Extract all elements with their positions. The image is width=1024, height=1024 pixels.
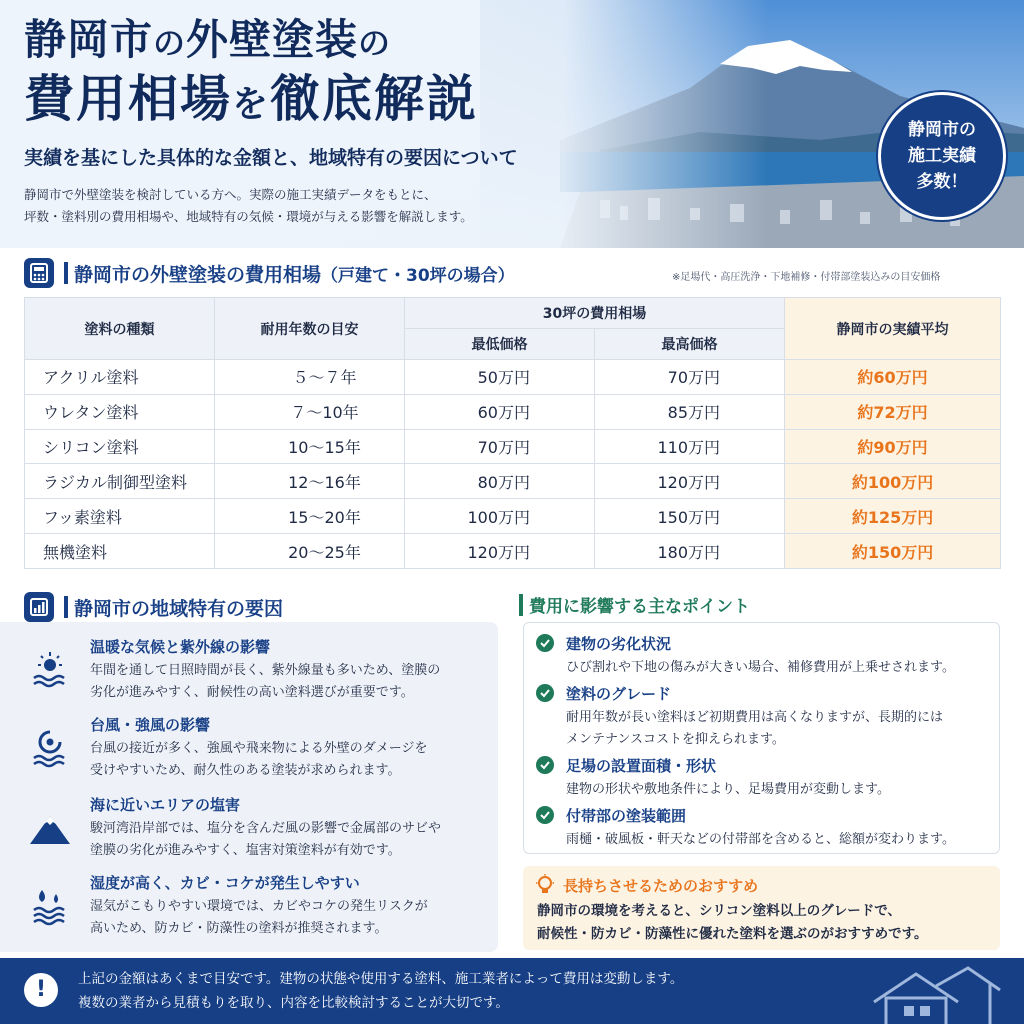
exclamation-icon: ! [24,973,58,1007]
page-title-line1: 静岡市の外壁塗装の [24,15,392,64]
footer-notice [0,958,1024,1024]
factors-section-title: 静岡市の地域特有の要因 [74,597,284,620]
point-title: 付帯部の塗装範囲 [566,807,687,825]
factor-text: 年間を通して日照時間が長く、紫外線量も多いため、塗膜の 劣化が進みやすく、耐候性の高い塗料選びが重要です。 [90,663,441,700]
points-panel [523,622,1000,854]
min-price: 80万円 [405,464,595,499]
paint-name: フッ素塗料 [25,499,215,534]
factor-title: 台風・強風の影響 [90,716,211,734]
average-price: 約60万円 [785,360,1001,395]
humidity-icon [28,886,72,926]
points-section-title: 費用に影響する主なポイント [529,597,750,617]
lightbulb-icon [535,874,555,896]
max-price: 70万円 [595,360,785,395]
check-icon [536,634,554,652]
mountain-icon [28,808,72,848]
table-row [25,360,1001,395]
price-section-header [24,258,515,288]
table-row [25,464,1001,499]
header-average: 静岡市の実績平均 [785,298,1001,360]
paint-name: ウレタン塗料 [25,394,215,429]
point-text: 耐用年数が長い塗料ほど初期費用は高くなりますが、長期的には メンテナンスコストを抑えられます。 [566,710,944,747]
section-accent-bar [64,596,68,618]
average-price: 約125万円 [785,499,1001,534]
header-durability: 耐用年数の目安 [215,298,405,360]
paint-name: アクリル塗料 [25,360,215,395]
average-price: 約72万円 [785,394,1001,429]
factor-text: 湿気がこもりやすい環境では、カビやコケの発生リスクが 高いため、防カビ・防藻性の塗料が推奨されます。 [90,899,428,936]
recommendation-box [523,866,1000,950]
factor-title: 海に近いエリアの塩害 [90,796,241,814]
factor-title: 温暖な気候と紫外線の影響 [90,638,271,656]
sun-icon [28,650,72,690]
table-row [25,394,1001,429]
header-price-range: 30坪の費用相場 [405,298,785,329]
point-title: 足場の設置面積・形状 [566,757,717,775]
header-min-price: 最低価格 [405,329,595,360]
intro-text: 静岡市で外壁塗装を検討している方へ。実際の施工実績データをもとに、 坪数・塗料別の費用相場や、地域特有の気候・環境が与える影響を解説します。 [24,187,473,224]
max-price: 180万円 [595,534,785,569]
table-row [25,499,1001,534]
check-icon [536,806,554,824]
price-table [24,297,1001,569]
paint-name: 無機塗料 [25,534,215,569]
min-price: 50万円 [405,360,595,395]
average-price: 約100万円 [785,464,1001,499]
hero-banner [0,0,1024,248]
recommendation-title: 長持ちさせるためのおすすめ [563,877,759,895]
section-accent-bar [64,262,68,284]
durability-years: 12～16年 [215,464,405,499]
price-section-title: 静岡市の外壁塗装の費用相場（戸建て・30坪の場合） [74,263,515,286]
durability-years: ５～７年 [215,360,405,395]
table-row [25,534,1001,569]
average-price: 約90万円 [785,429,1001,464]
paint-name: シリコン塗料 [25,429,215,464]
achievement-badge: 静岡市の 施工実績 多数！ [878,92,1006,220]
point-text: 雨樋・破風板・軒天などの付帯部を含めると、総額が変わります。 [566,832,955,847]
durability-years: ７～10年 [215,394,405,429]
durability-years: 15～20年 [215,499,405,534]
factors-panel [0,622,498,952]
check-icon [536,684,554,702]
max-price: 150万円 [595,499,785,534]
point-title: 建物の劣化状況 [566,635,672,653]
factor-text: 台風の接近が多く、強風や飛来物による外壁のダメージを 受けやすいため、耐久性のある塗装が求められます。 [90,741,428,778]
header-max-price: 最高価格 [595,329,785,360]
average-price: 約150万円 [785,534,1001,569]
min-price: 60万円 [405,394,595,429]
table-row [25,429,1001,464]
point-title: 塗料のグレード [566,685,672,703]
point-text: ひび割れや下地の傷みが大きい場合、補修費用が上乗せされます。 [566,660,955,675]
recommendation-text: 静岡市の環境を考えると、シリコン塗料以上のグレードで、 耐候性・防カビ・防藻性に優れた塗料を選ぶのがおすすめです。 [537,903,928,942]
price-note: ※足場代・高圧洗浄・下地補修・付帯部塗装込みの目安価格 [672,272,941,283]
header-paint-type: 塗料の種類 [25,298,215,360]
points-section-header [519,592,750,617]
factor-text: 駿河湾沿岸部では、塩分を含んだ風の影響で金属部のサビや 塗膜の劣化が進みやすく、塩害対策塗料が有効です。 [90,821,442,858]
point-text: 建物の形状や敷地条件により、足場費用が変動します。 [566,782,890,797]
page-title-line2: 費用相場を徹底解説 [24,70,479,128]
check-icon [536,756,554,774]
section-accent-bar [519,594,523,616]
durability-years: 20～25年 [215,534,405,569]
factor-title: 湿度が高く、カビ・コケが発生しやすい [90,874,360,892]
chart-icon [24,592,54,622]
max-price: 110万円 [595,429,785,464]
max-price: 85万円 [595,394,785,429]
min-price: 120万円 [405,534,595,569]
typhoon-icon [28,728,72,768]
min-price: 100万円 [405,499,595,534]
max-price: 120万円 [595,464,785,499]
page-subtitle: 実績を基にした具体的な金額と、地域特有の要因について [24,147,518,169]
house-icon [866,962,1006,1024]
durability-years: 10～15年 [215,429,405,464]
factors-section-header [24,592,283,622]
paint-name: ラジカル制御型塗料 [25,464,215,499]
calculator-icon [24,258,54,288]
hero-text-block [24,14,644,228]
min-price: 70万円 [405,429,595,464]
footer-text: 上記の金額はあくまで目安です。建物の状態や使用する塗料、施工業者によって費用は変動します。 複数の業者から見積もりを取り、内容を比較検討することが大切です。 [78,971,684,1011]
